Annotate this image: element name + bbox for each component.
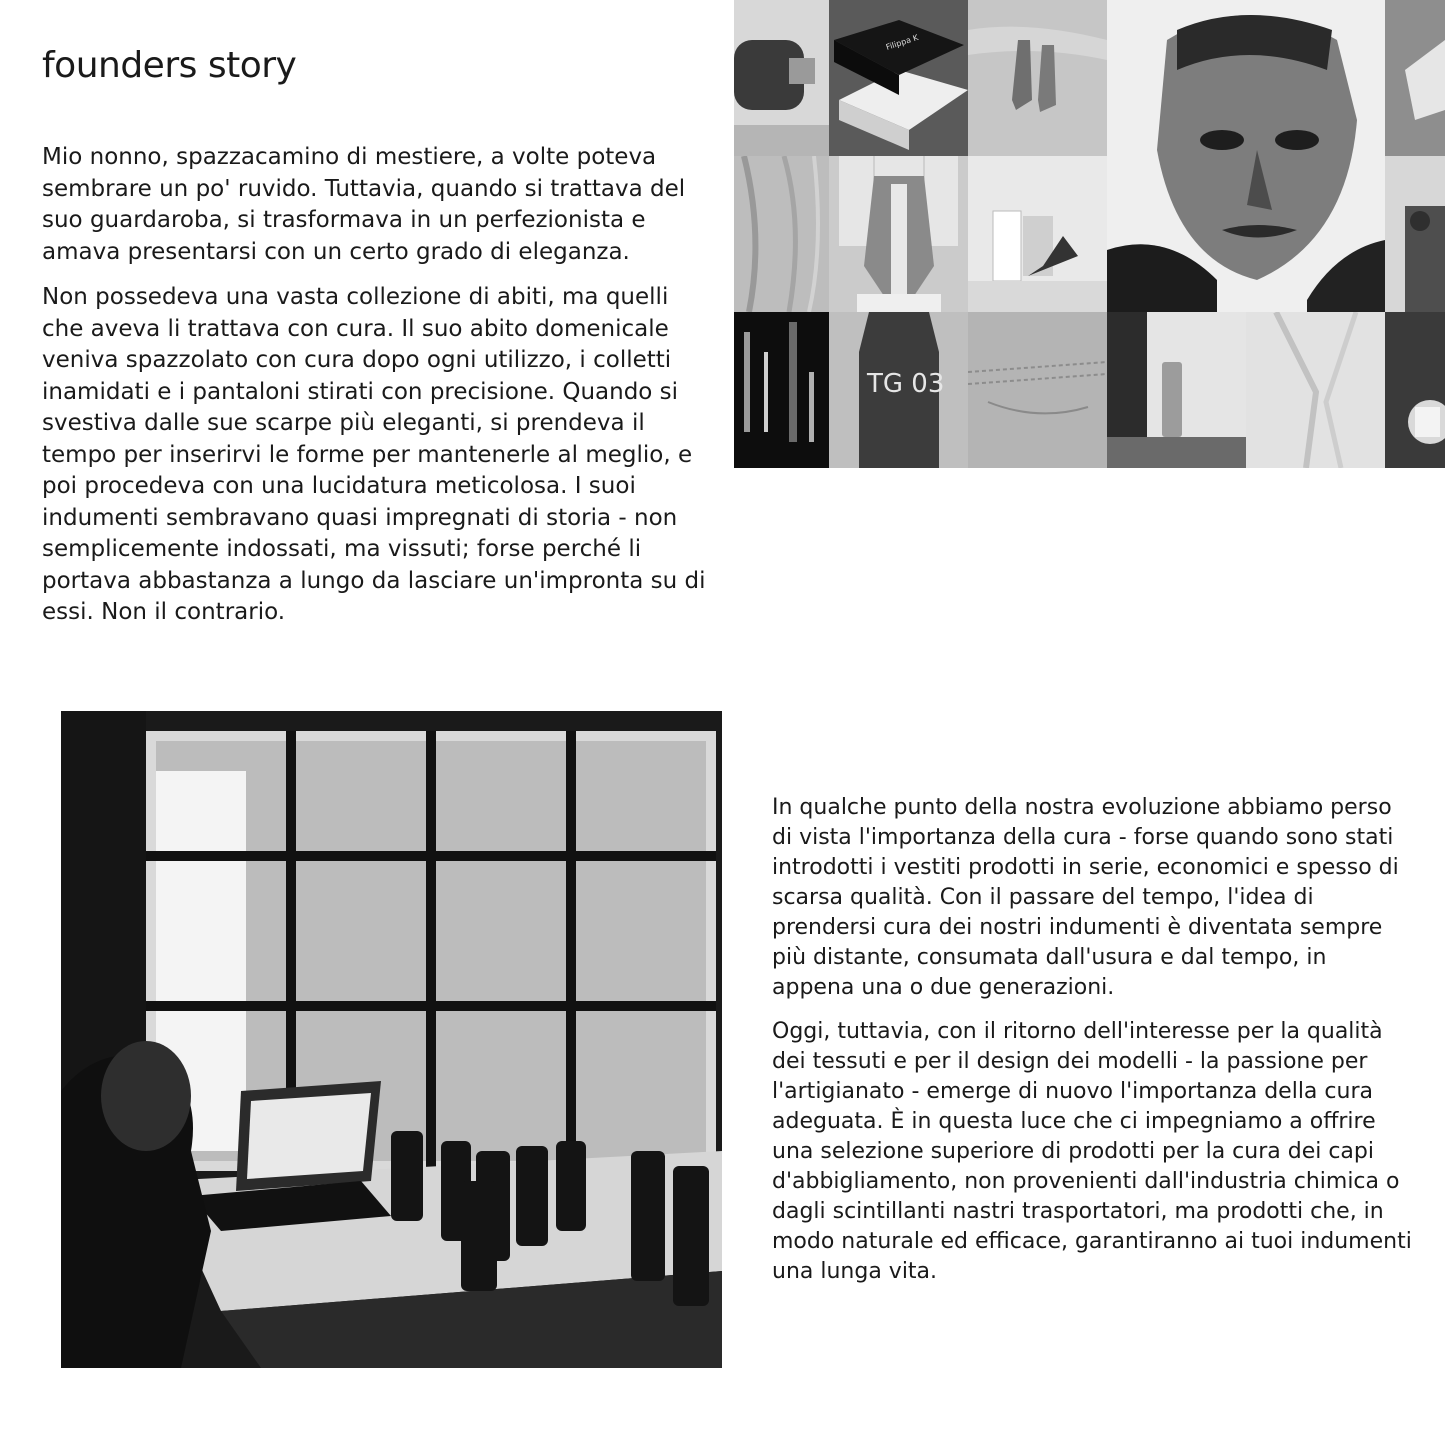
story-paragraph: In qualche punto della nostra evoluzione abbiamo perso di vista l'importanza della cura - forse quando sono stati introdotti i vestiti prodotti in serie, economici e spesso di scarsa qualità. Con il passare del tempo, l'idea di prendersi cura dei nostri indumenti è diventata sempre più distante, consumata dall'usura e dal tempo, in appena una o due generazioni. <box>772 795 1399 1000</box>
dark-water-photo <box>734 312 829 468</box>
window-bottle-photo <box>1107 312 1246 468</box>
bottle-pour-photo <box>734 0 829 156</box>
office-window-photo <box>1385 156 1445 312</box>
story-paragraph: Mio nonno, spazzacamino di mestiere, a volte poteva sembrare un po' ruvido. Tuttavia, quando si trattava del suo guardaroba, si trasformava in un perfezionista e amava presentarsi con un certo grado di eleganza. <box>42 144 686 265</box>
founder-story-mission <box>772 793 1412 1301</box>
boots-on-sand-photo <box>968 0 1107 156</box>
photo-mosaic <box>734 0 1445 468</box>
bottle-tg03-photo <box>829 312 968 468</box>
white-shirt-photo <box>1246 312 1385 468</box>
story-paragraph: Non possedeva una vasta collezione di abiti, ma quelli che aveva li trattava con cura. Il suo abito domenicale veniva spazzolato con cura dopo ogni utilizzo, i colletti inamidati e i pantaloni stirati con precisione. Quando si svestiva dalle sue scarpe più eleganti, si prendeva il tempo per inserirvi le forme per mantenerle al meglio, e poi procedeva con una lucidatura meticolosa. I suoi indumenti sembravano quasi impregnati di storia - non semplicemente indossati, ma vissuti; forse perché li portava abbastanza a lungo da lasciare un'impronta su di essi. Non il contrario. <box>42 284 706 625</box>
founder-story-intro <box>42 142 710 643</box>
grandfather-portrait <box>1107 0 1385 312</box>
box-label: Filippa K <box>884 32 920 52</box>
product-pack-photo <box>968 156 1107 312</box>
story-paragraph: Oggi, tuttavia, con il ritorno dell'interesse per la qualità dei tessuti e per il design dei modelli - la passione per l'artigianato - emerge di nuovo l'importanza della cura adeguata. È in questa luce che ci impegniamo a offrire una selezione superiore di prodotti per la cura dei capi d'abbigliamento, non provenienti dall'industria chimica o dagli scintillanti nastri trasportatori, ma prodotti che, in modo naturale ed efficace, garantiranno ai tuoi indumenti una lunga vita. <box>772 1019 1412 1284</box>
linen-fabric-photo <box>734 156 829 312</box>
shoe-box-photo <box>829 0 968 156</box>
jeans-pocket-photo <box>968 312 1107 468</box>
workshop-photo <box>61 711 722 1368</box>
label-tin-photo <box>1385 312 1445 468</box>
hanging-shirt-photo <box>829 156 968 312</box>
page-title: founders story <box>42 45 297 86</box>
package-photo <box>1385 0 1445 156</box>
bottle-label: TG 03 <box>867 369 945 399</box>
